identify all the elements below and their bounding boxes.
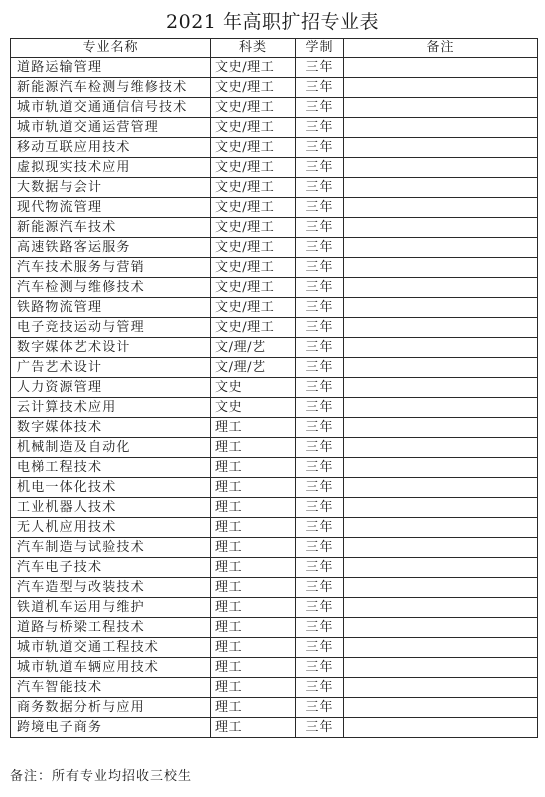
major-name-cell: 铁路物流管理 (11, 298, 211, 318)
table-row (11, 178, 538, 198)
duration-cell: 三年 (296, 438, 344, 458)
table-row (11, 98, 538, 118)
category-cell: 理工 (211, 558, 296, 578)
remarks-cell (344, 178, 538, 198)
header-remarks: 备注 (344, 39, 538, 58)
duration-cell: 三年 (296, 498, 344, 518)
category-cell: 文史/理工 (211, 218, 296, 238)
category-cell: 理工 (211, 678, 296, 698)
remarks-cell (344, 578, 538, 598)
major-name-cell: 电子竞技运动与管理 (11, 318, 211, 338)
category-cell: 文史/理工 (211, 178, 296, 198)
table-row (11, 218, 538, 238)
table-row (11, 138, 538, 158)
remarks-cell (344, 478, 538, 498)
major-name-cell: 商务数据分析与应用 (11, 698, 211, 718)
category-cell: 文史/理工 (211, 278, 296, 298)
major-name-cell: 虚拟现实技术应用 (11, 158, 211, 178)
remarks-cell (344, 718, 538, 738)
category-cell: 文史/理工 (211, 198, 296, 218)
major-name-cell: 汽车检测与维修技术 (11, 278, 211, 298)
duration-cell: 三年 (296, 98, 344, 118)
remarks-cell (344, 658, 538, 678)
major-name-cell: 道路运输管理 (11, 58, 211, 78)
duration-cell: 三年 (296, 618, 344, 638)
table-row (11, 358, 538, 378)
major-name-cell: 汽车技术服务与营销 (11, 258, 211, 278)
remarks-cell (344, 318, 538, 338)
major-name-cell: 新能源汽车检测与维修技术 (11, 78, 211, 98)
category-cell: 理工 (211, 478, 296, 498)
remarks-cell (344, 378, 538, 398)
remarks-cell (344, 598, 538, 618)
category-cell: 文史/理工 (211, 298, 296, 318)
duration-cell: 三年 (296, 518, 344, 538)
remarks-cell (344, 298, 538, 318)
duration-cell: 三年 (296, 418, 344, 438)
major-name-cell: 现代物流管理 (11, 198, 211, 218)
duration-cell: 三年 (296, 338, 344, 358)
remarks-cell (344, 278, 538, 298)
category-cell: 理工 (211, 578, 296, 598)
remarks-cell (344, 158, 538, 178)
category-cell: 文史/理工 (211, 258, 296, 278)
table-row (11, 518, 538, 538)
majors-table (10, 38, 538, 738)
duration-cell: 三年 (296, 398, 344, 418)
table-row (11, 618, 538, 638)
remarks-cell (344, 98, 538, 118)
duration-cell: 三年 (296, 658, 344, 678)
category-cell: 文史/理工 (211, 238, 296, 258)
major-name-cell: 城市轨道交通通信信号技术 (11, 98, 211, 118)
remarks-cell (344, 218, 538, 238)
table-row (11, 598, 538, 618)
major-name-cell: 数字媒体技术 (11, 418, 211, 438)
table-row (11, 458, 538, 478)
major-name-cell: 汽车电子技术 (11, 558, 211, 578)
table-row (11, 418, 538, 438)
major-name-cell: 高速铁路客运服务 (11, 238, 211, 258)
category-cell: 文/理/艺 (211, 358, 296, 378)
remarks-cell (344, 138, 538, 158)
duration-cell: 三年 (296, 558, 344, 578)
table-row (11, 498, 538, 518)
category-cell: 理工 (211, 618, 296, 638)
major-name-cell: 汽车智能技术 (11, 678, 211, 698)
category-cell: 文/理/艺 (211, 338, 296, 358)
duration-cell: 三年 (296, 198, 344, 218)
duration-cell: 三年 (296, 378, 344, 398)
table-row (11, 278, 538, 298)
remarks-cell (344, 418, 538, 438)
duration-cell: 三年 (296, 638, 344, 658)
duration-cell: 三年 (296, 458, 344, 478)
header-category: 科类 (211, 39, 296, 58)
duration-cell: 三年 (296, 298, 344, 318)
major-name-cell: 汽车造型与改装技术 (11, 578, 211, 598)
category-cell: 理工 (211, 538, 296, 558)
major-name-cell: 机械制造及自动化 (11, 438, 211, 458)
table-row (11, 378, 538, 398)
page-title: 2021 年高职扩招专业表 (166, 11, 379, 33)
duration-cell: 三年 (296, 278, 344, 298)
table-row (11, 438, 538, 458)
major-name-cell: 移动互联应用技术 (11, 138, 211, 158)
duration-cell: 三年 (296, 698, 344, 718)
table-row (11, 558, 538, 578)
category-cell: 文史/理工 (211, 158, 296, 178)
table-row (11, 298, 538, 318)
category-cell: 理工 (211, 658, 296, 678)
major-name-cell: 人力资源管理 (11, 378, 211, 398)
major-name-cell: 道路与桥梁工程技术 (11, 618, 211, 638)
category-cell: 理工 (211, 698, 296, 718)
major-name-cell: 电梯工程技术 (11, 458, 211, 478)
table-row (11, 318, 538, 338)
table-row (11, 198, 538, 218)
table-row (11, 78, 538, 98)
remarks-cell (344, 458, 538, 478)
duration-cell: 三年 (296, 538, 344, 558)
table-body (11, 58, 538, 738)
table-row (11, 658, 538, 678)
major-name-cell: 云计算技术应用 (11, 398, 211, 418)
category-cell: 理工 (211, 458, 296, 478)
duration-cell: 三年 (296, 218, 344, 238)
table-row (11, 338, 538, 358)
table-header-row (11, 39, 538, 58)
remarks-cell (344, 518, 538, 538)
remarks-cell (344, 78, 538, 98)
duration-cell: 三年 (296, 598, 344, 618)
category-cell: 理工 (211, 718, 296, 738)
major-name-cell: 无人机应用技术 (11, 518, 211, 538)
remarks-cell (344, 358, 538, 378)
table-row (11, 718, 538, 738)
duration-cell: 三年 (296, 318, 344, 338)
remarks-cell (344, 498, 538, 518)
remarks-cell (344, 678, 538, 698)
table-row (11, 398, 538, 418)
footnote: 备注：所有专业均招收三校生 (10, 769, 193, 784)
table-row (11, 258, 538, 278)
duration-cell: 三年 (296, 178, 344, 198)
duration-cell: 三年 (296, 358, 344, 378)
category-cell: 文史 (211, 378, 296, 398)
remarks-cell (344, 258, 538, 278)
major-name-cell: 铁道机车运用与维护 (11, 598, 211, 618)
major-name-cell: 机电一体化技术 (11, 478, 211, 498)
table-row (11, 698, 538, 718)
duration-cell: 三年 (296, 578, 344, 598)
major-name-cell: 城市轨道车辆应用技术 (11, 658, 211, 678)
table-row (11, 58, 538, 78)
category-cell: 文史/理工 (211, 318, 296, 338)
duration-cell: 三年 (296, 258, 344, 278)
table-row (11, 678, 538, 698)
duration-cell: 三年 (296, 158, 344, 178)
major-name-cell: 数字媒体艺术设计 (11, 338, 211, 358)
remarks-cell (344, 198, 538, 218)
category-cell: 理工 (211, 438, 296, 458)
remarks-cell (344, 618, 538, 638)
major-name-cell: 城市轨道交通运营管理 (11, 118, 211, 138)
major-name-cell: 工业机器人技术 (11, 498, 211, 518)
duration-cell: 三年 (296, 238, 344, 258)
duration-cell: 三年 (296, 478, 344, 498)
major-name-cell: 汽车制造与试验技术 (11, 538, 211, 558)
remarks-cell (344, 398, 538, 418)
major-name-cell: 广告艺术设计 (11, 358, 211, 378)
category-cell: 文史/理工 (211, 98, 296, 118)
remarks-cell (344, 558, 538, 578)
header-major-name: 专业名称 (11, 39, 211, 58)
duration-cell: 三年 (296, 78, 344, 98)
duration-cell: 三年 (296, 138, 344, 158)
remarks-cell (344, 638, 538, 658)
duration-cell: 三年 (296, 58, 344, 78)
remarks-cell (344, 538, 538, 558)
major-name-cell: 新能源汽车技术 (11, 218, 211, 238)
remarks-cell (344, 58, 538, 78)
table-row (11, 578, 538, 598)
major-name-cell: 大数据与会计 (11, 178, 211, 198)
duration-cell: 三年 (296, 718, 344, 738)
table-row (11, 158, 538, 178)
category-cell: 理工 (211, 638, 296, 658)
remarks-cell (344, 338, 538, 358)
duration-cell: 三年 (296, 118, 344, 138)
remarks-cell (344, 698, 538, 718)
category-cell: 文史/理工 (211, 118, 296, 138)
duration-cell: 三年 (296, 678, 344, 698)
category-cell: 理工 (211, 418, 296, 438)
category-cell: 文史 (211, 398, 296, 418)
table-row (11, 118, 538, 138)
category-cell: 理工 (211, 518, 296, 538)
category-cell: 理工 (211, 598, 296, 618)
table-row (11, 538, 538, 558)
header-duration: 学制 (296, 39, 344, 58)
remarks-cell (344, 238, 538, 258)
category-cell: 文史/理工 (211, 138, 296, 158)
major-name-cell: 城市轨道交通工程技术 (11, 638, 211, 658)
category-cell: 理工 (211, 498, 296, 518)
remarks-cell (344, 438, 538, 458)
category-cell: 文史/理工 (211, 58, 296, 78)
table-row (11, 638, 538, 658)
table-row (11, 238, 538, 258)
table-row (11, 478, 538, 498)
major-name-cell: 跨境电子商务 (11, 718, 211, 738)
remarks-cell (344, 118, 538, 138)
category-cell: 文史/理工 (211, 78, 296, 98)
